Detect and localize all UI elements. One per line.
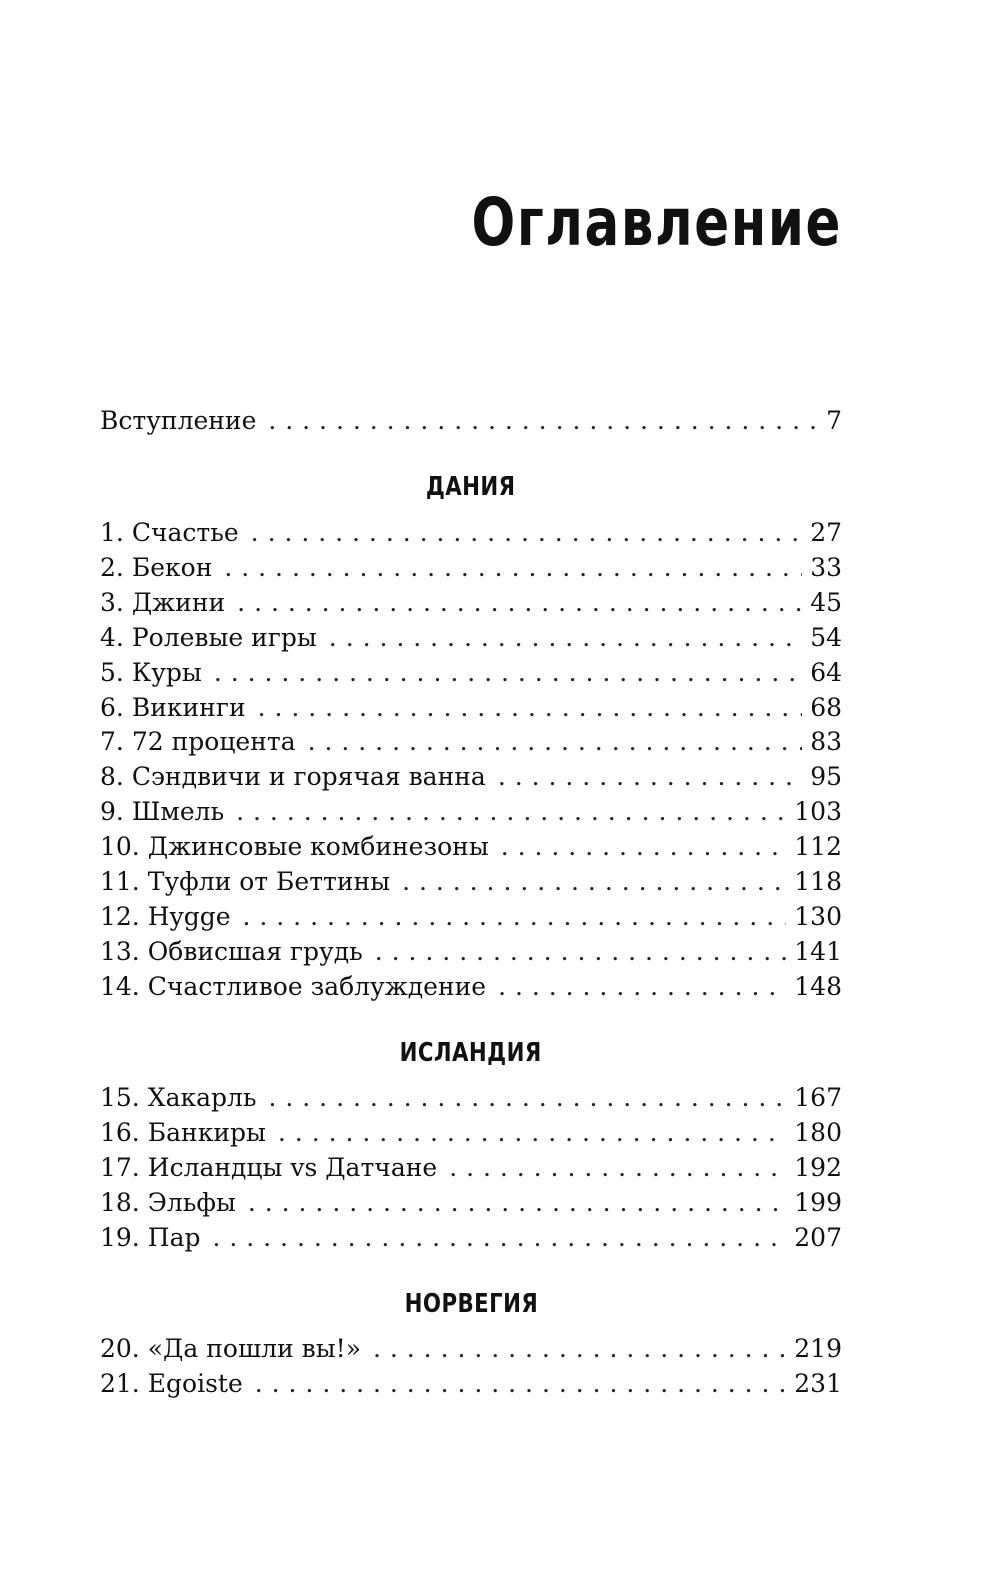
toc-entry-label: Джини	[131, 587, 226, 617]
toc-entry[interactable]	[100, 656, 842, 690]
page-title: Оглавление	[471, 184, 842, 261]
toc-entry-number: 21.	[100, 1368, 140, 1398]
toc-entry[interactable]	[100, 551, 842, 585]
toc-entry[interactable]	[100, 725, 842, 759]
section-heading-text: НОРВЕГИЯ	[404, 1289, 538, 1319]
section-heading	[100, 470, 842, 504]
toc-entry-page-number: 148	[794, 971, 842, 1001]
toc-entry-page-number: 45	[810, 587, 842, 617]
toc-entry-page-number: 207	[794, 1222, 842, 1252]
dot-leader	[224, 551, 802, 585]
toc-entry-number: 20.	[100, 1334, 140, 1363]
toc-entry-label: Куры	[131, 657, 202, 687]
toc-entry[interactable]	[100, 830, 842, 864]
dot-leader	[268, 404, 818, 438]
toc-entry[interactable]	[100, 586, 842, 620]
toc-entry[interactable]	[100, 760, 842, 794]
toc-entry-number: 3.	[100, 587, 124, 617]
toc-entry-page-number: 68	[810, 692, 842, 722]
dot-leader	[251, 516, 803, 550]
dot-leader	[375, 935, 787, 969]
dot-leader	[498, 760, 802, 794]
toc-entry-page-number: 167	[794, 1083, 842, 1112]
toc-entry[interactable]	[100, 900, 842, 934]
dot-leader	[212, 1221, 786, 1255]
toc-entry-label: 72 процента	[131, 727, 296, 757]
toc-entry-number: 7.	[100, 727, 124, 757]
toc-entry-number: 13.	[100, 936, 140, 966]
toc-entry-label: Счастливое заблуждение	[147, 971, 487, 1001]
toc-entry-page-number: 64	[810, 657, 842, 687]
toc-entry-page-number: 33	[810, 552, 842, 582]
toc-entry-number: 9.	[100, 797, 124, 827]
toc-entry-number: 6.	[100, 692, 124, 722]
toc-entry-number: 14.	[100, 971, 140, 1001]
toc-entry[interactable]	[100, 691, 842, 725]
dot-leader	[498, 970, 786, 1004]
toc-entry-page-number: 95	[810, 762, 842, 792]
toc-entry[interactable]	[100, 1081, 842, 1115]
toc-entry-page-number: 180	[794, 1117, 842, 1147]
toc-entry-label: Пар	[147, 1222, 201, 1252]
toc-entry-page-number: 219	[794, 1334, 842, 1363]
toc-entry-label: Эльфы	[147, 1187, 236, 1217]
toc-entry-page-number: 141	[794, 936, 842, 966]
toc-entry-number: 19.	[100, 1222, 140, 1252]
toc-entry-number: 17.	[100, 1152, 140, 1182]
section-heading	[100, 1036, 842, 1070]
toc-entry-label: Egoiste	[147, 1368, 243, 1398]
toc-entry-number: 16.	[100, 1117, 140, 1147]
toc-entry[interactable]	[100, 865, 842, 899]
toc-entry-label: Ролевые игры	[131, 622, 317, 652]
dot-leader	[258, 691, 803, 725]
toc-entry[interactable]	[100, 1332, 842, 1366]
toc-entry-page-number: 103	[794, 797, 842, 827]
toc-entry-page-number: 199	[794, 1187, 842, 1217]
toc-entry[interactable]	[100, 1151, 842, 1185]
dot-leader	[269, 1081, 787, 1115]
toc-entry-label: Hygge	[147, 901, 231, 931]
toc-entry[interactable]	[100, 1186, 842, 1220]
toc-entry-page-number: 27	[810, 518, 842, 547]
toc-entry-label: Джинсовые комбинезоны	[147, 832, 489, 862]
toc-entry[interactable]	[100, 935, 842, 969]
toc-entry-number: 12.	[100, 901, 140, 931]
toc-entry-label: Викинги	[131, 692, 246, 722]
dot-leader	[402, 865, 786, 899]
toc-entry[interactable]	[100, 970, 842, 1004]
toc-entry-label: Банкиры	[147, 1117, 266, 1147]
section-heading	[100, 1287, 842, 1321]
toc-entry[interactable]	[100, 621, 842, 655]
dot-leader	[373, 1332, 786, 1366]
dot-leader	[248, 1186, 786, 1220]
toc-entry[interactable]	[100, 1367, 842, 1401]
toc-entry-label: Счастье	[131, 518, 239, 547]
dot-leader	[243, 900, 787, 934]
toc-entry-number: 5.	[100, 657, 124, 687]
toc-entry-number: 4.	[100, 622, 124, 652]
toc-entry-label: Исландцы vs Датчане	[147, 1152, 438, 1182]
toc-entry-label: «Да пошли вы!»	[147, 1334, 361, 1363]
toc-entry-label: Бекон	[131, 552, 213, 582]
dot-leader	[255, 1367, 787, 1401]
toc-entry-page-number: 83	[810, 727, 842, 757]
toc-entry-label: Хакарль	[147, 1083, 257, 1112]
toc-entry-number: 1.	[100, 518, 124, 547]
toc-entry-label: Вступление	[100, 406, 257, 435]
toc-entry-number: 2.	[100, 552, 124, 582]
toc-entry-page-number: 112	[794, 832, 842, 862]
section-heading-text: ИСЛАНДИЯ	[399, 1038, 543, 1068]
toc-entry-intro[interactable]	[100, 404, 842, 438]
dot-leader	[278, 1116, 786, 1150]
dot-leader	[237, 586, 802, 620]
dot-leader	[308, 725, 803, 759]
toc-entry-page-number: 192	[794, 1152, 842, 1182]
toc-entry[interactable]	[100, 1116, 842, 1150]
toc-entry-number: 8.	[100, 762, 124, 792]
toc-entry-label: Туфли от Беттины	[147, 867, 391, 896]
toc-entry-page-number: 231	[794, 1368, 842, 1398]
toc-entry-number: 10.	[100, 832, 140, 862]
toc-entry-number: 15.	[100, 1083, 140, 1112]
dot-leader	[501, 830, 787, 864]
toc-entry-label: Сэндвичи и горячая ванна	[131, 762, 486, 792]
toc-entry-page-number: 54	[810, 622, 842, 652]
toc-entry-page-number: 7	[826, 406, 842, 435]
dot-leader	[329, 621, 802, 655]
toc-entry-label: Обвисшая грудь	[147, 936, 363, 966]
toc-entry-label: Шмель	[131, 797, 225, 827]
toc-entry-page-number: 118	[794, 867, 842, 896]
toc-entry[interactable]	[100, 1221, 842, 1255]
toc-entry[interactable]	[100, 795, 842, 829]
dot-leader	[236, 795, 786, 829]
toc-entry-number: 18.	[100, 1187, 140, 1217]
section-heading-text: ДАНИЯ	[426, 472, 516, 502]
dot-leader	[449, 1151, 786, 1185]
toc-entry[interactable]	[100, 516, 842, 550]
dot-leader	[214, 656, 802, 690]
toc-entry-number: 11.	[100, 867, 140, 896]
toc-entry-page-number: 130	[794, 901, 842, 931]
